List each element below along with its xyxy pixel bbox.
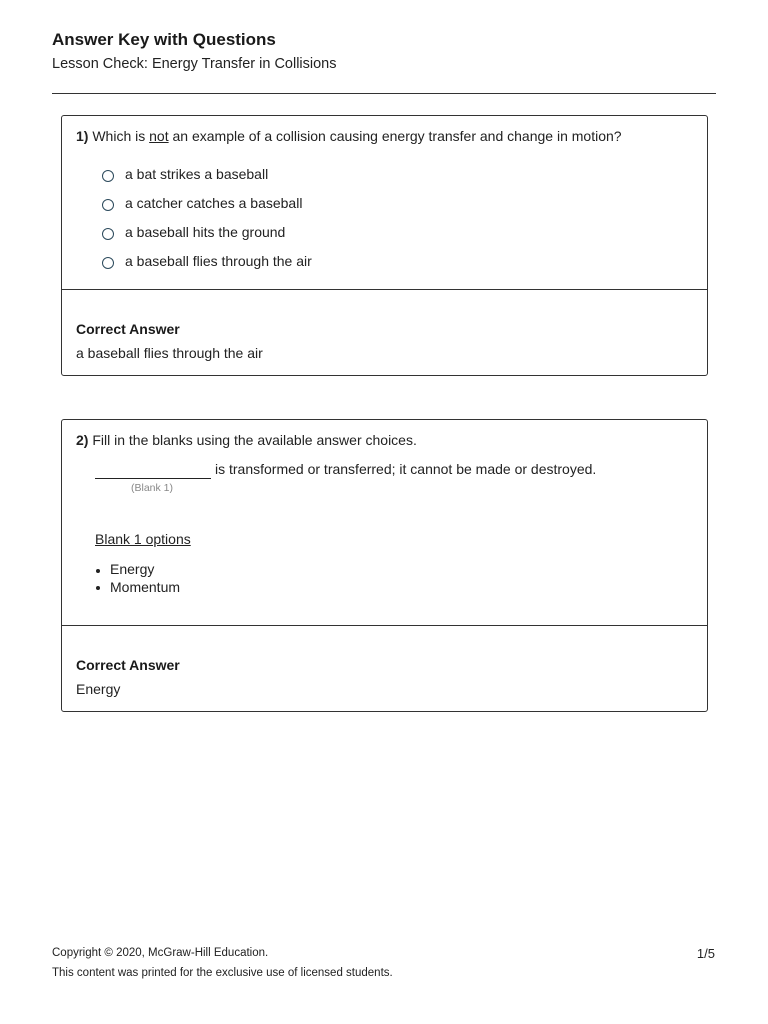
page-number: 1/5 [696, 946, 715, 961]
blank-options-list [95, 561, 180, 596]
option-label: a bat strikes a baseball [125, 166, 269, 182]
page-title: Answer Key with Questions [52, 30, 276, 49]
header-divider [52, 93, 716, 94]
page-subtitle: Lesson Check: Energy Transfer in Collisions [52, 56, 337, 72]
radio-button-icon[interactable] [102, 199, 114, 211]
question-2-prompt [76, 432, 417, 448]
list-item: Energy [95, 561, 180, 579]
question-card-1 [61, 115, 708, 376]
option-label: a catcher catches a baseball [125, 195, 303, 211]
correct-answer-label: Correct Answer [76, 321, 180, 337]
question-2-number: 2) [76, 432, 89, 448]
blank-1-caption: (Blank 1) [131, 482, 174, 494]
question-1-prompt [76, 128, 622, 144]
radio-button-icon[interactable] [102, 228, 114, 240]
list-item: Momentum [95, 579, 180, 597]
footer-copyright: Copyright © 2020, McGraw-Hill Education. [52, 947, 269, 959]
blank-1-field[interactable] [95, 478, 211, 479]
question-card-2 [61, 419, 708, 712]
option-label: a baseball hits the ground [125, 224, 286, 240]
question-1-number: 1) [76, 128, 89, 144]
card-divider [62, 625, 707, 626]
radio-button-icon[interactable] [102, 257, 114, 269]
question-1-text-before: Which is [92, 128, 150, 144]
correct-answer-label: Correct Answer [76, 657, 180, 673]
fill-in-sentence: is transformed or transferred; it cannot be made or destroyed. [215, 461, 597, 477]
question-1-option-4[interactable] [102, 251, 312, 271]
blank-options-heading: Blank 1 options [95, 531, 191, 547]
correct-answer-value: Energy [76, 681, 121, 697]
question-1-option-2[interactable] [102, 193, 302, 213]
option-label: a baseball flies through the air [125, 253, 312, 269]
question-2-text: Fill in the blanks using the available answer choices. [92, 432, 417, 448]
question-1-option-3[interactable] [102, 222, 285, 242]
radio-button-icon[interactable] [102, 170, 114, 182]
card-divider [62, 289, 707, 290]
footer-usage-notice: This content was printed for the exclusive use of licensed students. [52, 967, 393, 979]
question-1-emphasis: not [149, 128, 169, 144]
correct-answer-value: a baseball flies through the air [76, 345, 263, 361]
question-1-option-1[interactable] [102, 164, 268, 184]
question-1-text-after: an example of a collision causing energy transfer and change in motion? [168, 128, 622, 144]
